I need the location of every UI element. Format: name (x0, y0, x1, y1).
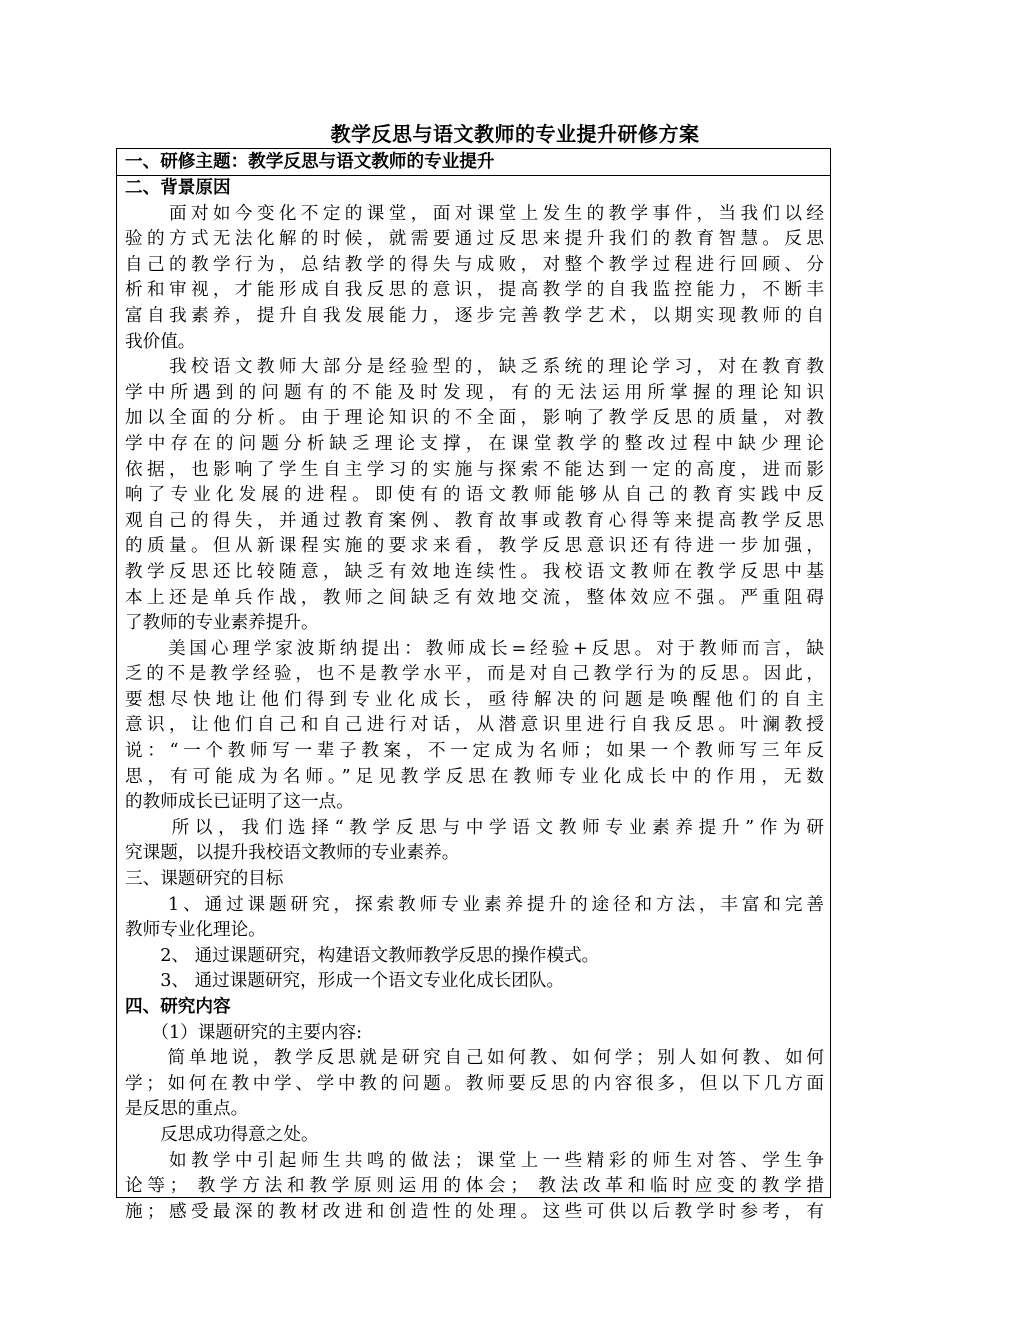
paragraph-line: 加以全面的分析。由于理论知识的不全面，影响了教学反思的质量，对教 (125, 408, 824, 429)
paragraph-line: 响了专业化发展的进程。即使有的语文教师能够从自己的教育实践中反 (125, 485, 824, 506)
paragraph-line: 意识，让他们自己和自己进行对话，从潜意识里进行自我反思。叶澜教授 (125, 715, 824, 736)
paragraph-line: 学中存在的问题分析缺乏理论支撑，在课堂教学的整改过程中缺少理论 (125, 433, 824, 454)
section-heading: 四、研究内容 (125, 997, 231, 1017)
section-heading: 三、课题研究的目标 (125, 869, 284, 890)
paragraph-line: 2、 通过课题研究，构建语文教师教学反思的操作模式。 (125, 945, 600, 966)
paragraph-line: 富自我素养，提升自我发展能力，逐步完善教学艺术，以期实现教师的自 (125, 305, 824, 326)
paragraph-line: 了教师的专业素养提升。 (125, 613, 319, 634)
content-cell (117, 176, 830, 1225)
paragraph-line: 简单地说，教学反思就是研究自己如何教、如何学；别人如何教、如何 (125, 1048, 824, 1069)
paragraph-line: 我校语文教师大部分是经验型的，缺乏系统的理论学习，对在教育教 (125, 357, 824, 378)
paragraph-line: 的教师成长已证明了这一点。 (125, 792, 354, 813)
paragraph-line: 思，有可能成为名师。”足见教学反思在教师专业化成长中的作用，无数 (125, 766, 824, 787)
paragraph-line: 是反思的重点。 (125, 1099, 249, 1120)
paragraph-line: 面对如今变化不定的课堂，面对课堂上发生的教学事件，当我们以经 (125, 203, 824, 224)
paragraph-line: 学中所遇到的问题有的不能及时发现，有的无法运用所掌握的理论知识 (125, 382, 824, 403)
topic-row (117, 149, 830, 176)
paragraph-line: 的质量。但从新课程实施的要求来看，教学反思意识还有待进一步加强， (125, 536, 824, 557)
content-table (116, 148, 831, 1222)
paragraph-line: 验的方式无法化解的时候，就需要通过反思来提升我们的教育智慧。反思 (125, 229, 824, 250)
paragraph-line: 3、 通过课题研究，形成一个语文专业化成长团队。 (125, 971, 565, 992)
paragraph-line: 要想尽快地让他们得到专业化成长，亟待解决的问题是唤醒他们的自主 (125, 689, 824, 710)
document-title: 教学反思与语文教师的专业提升研修方案 (330, 122, 700, 146)
paragraph-line: 自己的教学行为，总结教学的得失与成败，对整个教学过程进行回顾、分 (125, 254, 824, 275)
paragraph-line: 所以，我们选择“教学反思与中学语文教师专业素养提升”作为研 (125, 817, 824, 838)
paragraph-line: 我价值。 (125, 331, 196, 352)
paragraph-line: 本上还是单兵作战，教师之间缺乏有效地交流，整体效应不强。严重阻碍 (125, 587, 824, 608)
topic-line: 一、研修主题：教学反思与语文教师的专业提升 (125, 152, 495, 172)
paragraph-line: 论等； 教学方法和教学原则运用的体会； 教法改革和临时应变的教学措 (125, 1176, 824, 1197)
paragraph-line: 教学反思还比较随意，缺乏有效地连续性。我校语文教师在教学反思中基 (125, 561, 824, 582)
paragraph-line: 析和审视，才能形成自我反思的意识，提高教学的自我监控能力，不断丰 (125, 280, 824, 301)
paragraph-line: 乏的不是教学经验，也不是教学水平，而是对自己教学行为的反思。因此， (125, 664, 824, 685)
paragraph-line: 观自己的得失，并通过教育案例、教育故事或教育心得等来提高教学反思 (125, 510, 824, 531)
section-heading: 二、背景原因 (125, 178, 231, 198)
paragraph-line: 美国心理学家波斯纳提出：教师成长=经验+反思。对于教师而言，缺 (125, 638, 824, 659)
paragraph-line: 依据，也影响了学生自主学习的实施与探索不能达到一定的高度，进而影 (125, 459, 824, 480)
paragraph-line: （1）课题研究的主要内容: (125, 1022, 363, 1043)
paragraph-line: 教师专业化理论。 (125, 920, 266, 941)
paragraph-line: 说：“一个教师写一辈子教案，不一定成为名师；如果一个教师写三年反 (125, 741, 824, 762)
paragraph-line: 1、通过课题研究，探索教师专业素养提升的途径和方法，丰富和完善 (125, 894, 824, 915)
paragraph-line: 如教学中引起师生共鸣的做法；课堂上一些精彩的师生对答、学生争 (125, 1150, 824, 1171)
paragraph-line: 学；如何在教中学、学中教的问题。教师要反思的内容很多，但以下几方面 (125, 1073, 824, 1094)
paragraph-line: 施；感受最深的教材改进和创造性的处理。这些可供以后教学时参考，有 (125, 1201, 824, 1222)
paragraph-line: 究课题，以提升我校语文教师的专业素养。 (125, 843, 460, 864)
paragraph-line: 反思成功得意之处。 (125, 1124, 319, 1145)
